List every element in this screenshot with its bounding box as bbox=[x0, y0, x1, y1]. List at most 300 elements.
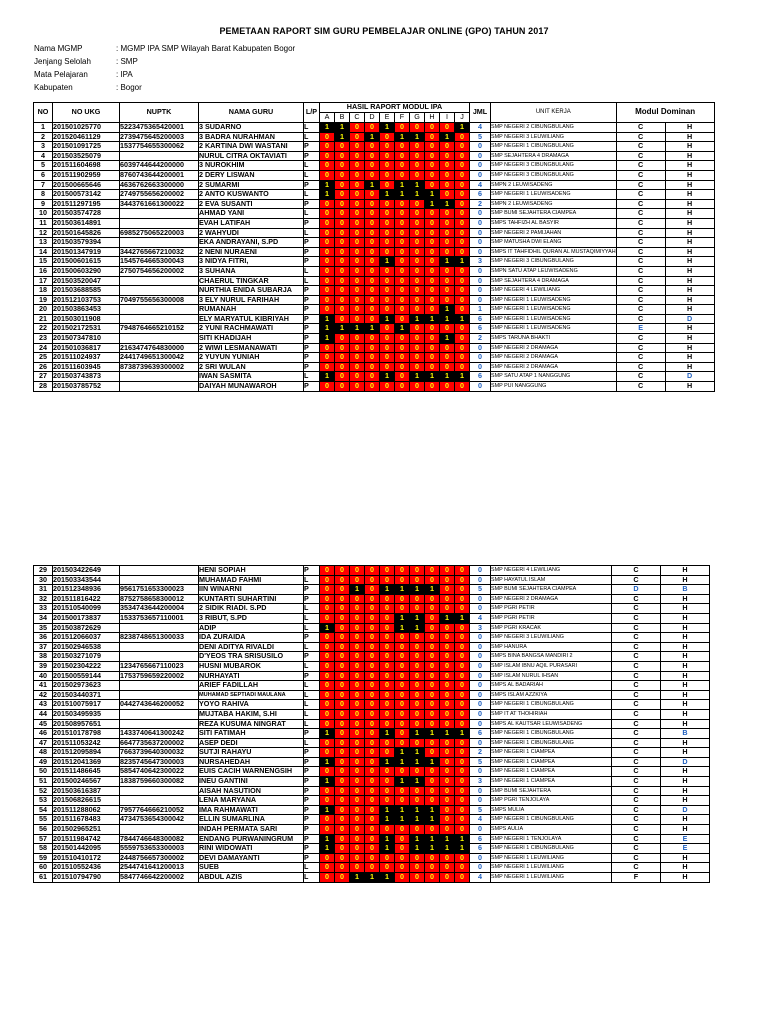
cell-modul-score: 0 bbox=[425, 633, 440, 643]
cell-lp: L bbox=[304, 719, 320, 729]
cell-modul-score: 0 bbox=[410, 343, 425, 353]
cell-modul-dominan-2: H bbox=[665, 305, 714, 315]
cell-nuptk bbox=[120, 575, 199, 585]
cell-modul-score: 0 bbox=[365, 585, 380, 595]
cell-modul-score: 0 bbox=[365, 604, 380, 614]
cell-modul-score: 0 bbox=[350, 786, 365, 796]
cell-modul-score: 0 bbox=[395, 690, 410, 700]
header-modul-letter: D bbox=[365, 113, 380, 123]
cell-modul-score: 0 bbox=[350, 853, 365, 863]
cell-unit-kerja: SMPS AULIA bbox=[491, 825, 612, 835]
cell-modul-score: 1 bbox=[395, 180, 410, 190]
cell-lp: P bbox=[304, 362, 320, 372]
cell-modul-score: 0 bbox=[320, 151, 335, 161]
cell-lp: P bbox=[304, 844, 320, 854]
cell-modul-score: 0 bbox=[350, 142, 365, 152]
cell-modul-score: 0 bbox=[395, 652, 410, 662]
cell-lp: L bbox=[304, 123, 320, 133]
cell-jml: 0 bbox=[470, 343, 491, 353]
cell-modul-dominan-1: C bbox=[612, 748, 661, 758]
cell-modul-score: 1 bbox=[425, 844, 440, 854]
cell-no: 14 bbox=[34, 247, 53, 257]
cell-modul-score: 0 bbox=[320, 690, 335, 700]
cell-modul-score: 0 bbox=[365, 353, 380, 363]
table-row bbox=[34, 815, 710, 825]
cell-no-ukg: 201500246567 bbox=[53, 777, 120, 787]
cell-modul-score: 0 bbox=[440, 566, 455, 576]
cell-unit-kerja: SMP HANURA bbox=[491, 642, 612, 652]
cell-modul-score: 0 bbox=[410, 604, 425, 614]
cell-modul-score: 0 bbox=[410, 123, 425, 133]
cell-modul-dominan-1: F bbox=[612, 873, 661, 883]
cell-no: 31 bbox=[34, 585, 53, 595]
cell-modul-dominan-2: H bbox=[665, 257, 714, 267]
cell-modul-score: 0 bbox=[395, 142, 410, 152]
cell-lp: L bbox=[304, 228, 320, 238]
cell-nuptk: 6985275065220003 bbox=[120, 228, 199, 238]
cell-jml: 0 bbox=[470, 266, 491, 276]
cell-modul-dominan-1: C bbox=[612, 633, 661, 643]
table-row bbox=[34, 873, 710, 883]
cell-nama-guru: YOYO RAHIVA bbox=[199, 700, 304, 710]
cell-modul-score: 1 bbox=[440, 834, 455, 844]
cell-no: 41 bbox=[34, 681, 53, 691]
cell-modul-score: 0 bbox=[425, 671, 440, 681]
cell-nama-guru: HENI SOPIAH bbox=[199, 566, 304, 576]
cell-modul-score: 0 bbox=[365, 151, 380, 161]
cell-nama-guru: MUJTABA HAKIM, S.HI bbox=[199, 709, 304, 719]
meta-value: : MGMP IPA SMP Wilayah Barat Kabupaten Bogor bbox=[116, 44, 296, 53]
cell-nama-guru: DAIYAH MUNAWAROH bbox=[199, 382, 304, 392]
cell-modul-score: 1 bbox=[410, 844, 425, 854]
cell-modul-score: 0 bbox=[365, 642, 380, 652]
table-row bbox=[34, 123, 715, 133]
cell-unit-kerja: SMP NEGERI 1 LEUWISADENG bbox=[491, 295, 617, 305]
cell-modul-score: 0 bbox=[440, 815, 455, 825]
cell-modul-dominan-1: C bbox=[612, 777, 661, 787]
cell-jml: 6 bbox=[470, 844, 491, 854]
cell-modul-score: 0 bbox=[425, 709, 440, 719]
cell-modul-score: 0 bbox=[410, 218, 425, 228]
cell-modul-score: 0 bbox=[320, 633, 335, 643]
cell-modul-score: 1 bbox=[455, 372, 470, 382]
cell-modul-score: 0 bbox=[455, 777, 470, 787]
cell-modul-score: 0 bbox=[425, 873, 440, 883]
cell-modul-score: 0 bbox=[380, 362, 395, 372]
cell-modul-score: 0 bbox=[455, 642, 470, 652]
cell-no: 42 bbox=[34, 690, 53, 700]
cell-nama-guru: INEU GANTINI bbox=[199, 777, 304, 787]
cell-jml: 0 bbox=[470, 719, 491, 729]
cell-jml: 6 bbox=[470, 324, 491, 334]
cell-lp: P bbox=[304, 796, 320, 806]
cell-modul-score: 0 bbox=[440, 604, 455, 614]
cell-modul-score: 0 bbox=[365, 633, 380, 643]
cell-modul-score: 0 bbox=[335, 199, 350, 209]
cell-modul-score: 1 bbox=[320, 324, 335, 334]
cell-nama-guru: CHAERUL TINGKAR bbox=[199, 276, 304, 286]
cell-modul-dominan-1: C bbox=[616, 161, 665, 171]
cell-modul-score: 0 bbox=[395, 161, 410, 171]
cell-no-ukg: 201503520047 bbox=[53, 276, 120, 286]
cell-no: 9 bbox=[34, 199, 53, 209]
cell-lp: L bbox=[304, 613, 320, 623]
table-row bbox=[34, 257, 715, 267]
cell-modul-score: 0 bbox=[455, 190, 470, 200]
cell-modul-score: 0 bbox=[380, 575, 395, 585]
cell-jml: 0 bbox=[470, 863, 491, 873]
cell-no: 1 bbox=[34, 123, 53, 133]
cell-modul-score: 0 bbox=[335, 719, 350, 729]
cell-jml: 0 bbox=[470, 681, 491, 691]
cell-modul-score: 0 bbox=[365, 123, 380, 133]
cell-jml: 0 bbox=[470, 161, 491, 171]
cell-modul-score: 0 bbox=[365, 276, 380, 286]
cell-nuptk: 1234765667110023 bbox=[120, 661, 199, 671]
cell-unit-kerja: SMP ISLAM IBNU AQIL PURASARI bbox=[491, 661, 612, 671]
cell-modul-score: 1 bbox=[380, 729, 395, 739]
cell-lp: L bbox=[304, 132, 320, 142]
cell-no: 5 bbox=[34, 161, 53, 171]
cell-modul-score: 0 bbox=[440, 170, 455, 180]
cell-jml: 4 bbox=[470, 180, 491, 190]
cell-nuptk: 5847746642200002 bbox=[120, 873, 199, 883]
cell-modul-score: 0 bbox=[320, 343, 335, 353]
cell-unit-kerja: SMP PUI NANGGUNG bbox=[491, 382, 617, 392]
cell-modul-score: 0 bbox=[425, 209, 440, 219]
cell-no: 32 bbox=[34, 594, 53, 604]
cell-lp: P bbox=[304, 777, 320, 787]
cell-modul-score: 0 bbox=[350, 709, 365, 719]
cell-modul-score: 0 bbox=[365, 853, 380, 863]
cell-no-ukg: 201520461129 bbox=[53, 132, 120, 142]
cell-modul-dominan-1: C bbox=[612, 671, 661, 681]
cell-unit-kerja: SMPN 2 LEUWISADENG bbox=[491, 199, 617, 209]
cell-lp: P bbox=[304, 324, 320, 334]
cell-jml: 0 bbox=[470, 170, 491, 180]
cell-modul-score: 0 bbox=[440, 353, 455, 363]
cell-modul-score: 0 bbox=[455, 382, 470, 392]
cell-jml: 0 bbox=[470, 142, 491, 152]
cell-modul-score: 0 bbox=[395, 209, 410, 219]
cell-modul-score: 0 bbox=[455, 334, 470, 344]
cell-modul-score: 0 bbox=[350, 170, 365, 180]
cell-nama-guru: EUIS CACIH WARNENGSIH bbox=[199, 767, 304, 777]
cell-modul-score: 0 bbox=[425, 748, 440, 758]
cell-no-ukg: 201510075917 bbox=[53, 700, 120, 710]
cell-nuptk: 8235745647300003 bbox=[120, 757, 199, 767]
table-row bbox=[34, 575, 710, 585]
cell-lp: P bbox=[304, 286, 320, 296]
cell-modul-score: 0 bbox=[455, 863, 470, 873]
cell-no-ukg: 201502973623 bbox=[53, 681, 120, 691]
cell-modul-score: 1 bbox=[425, 815, 440, 825]
cell-modul-score: 1 bbox=[350, 873, 365, 883]
cell-modul-score: 0 bbox=[380, 777, 395, 787]
cell-modul-score: 0 bbox=[395, 681, 410, 691]
cell-modul-score: 0 bbox=[395, 305, 410, 315]
cell-no-ukg: 201512041369 bbox=[53, 757, 120, 767]
cell-modul-dominan-1: C bbox=[616, 132, 665, 142]
cell-modul-dominan-1: C bbox=[616, 170, 665, 180]
cell-unit-kerja: SMPS TAHFIZH AL BASYIR bbox=[491, 218, 617, 228]
cell-modul-score: 0 bbox=[395, 844, 410, 854]
cell-modul-score: 0 bbox=[350, 305, 365, 315]
cell-unit-kerja: SMPS MULIA bbox=[491, 805, 612, 815]
cell-modul-score: 0 bbox=[455, 142, 470, 152]
cell-modul-dominan-1: C bbox=[612, 815, 661, 825]
cell-no: 55 bbox=[34, 815, 53, 825]
cell-no: 40 bbox=[34, 671, 53, 681]
cell-modul-score: 0 bbox=[440, 748, 455, 758]
cell-unit-kerja: SMP NEGERI 4 LEWILIANG bbox=[491, 286, 617, 296]
cell-modul-dominan-2: H bbox=[661, 786, 710, 796]
cell-no-ukg: 201502172531 bbox=[53, 324, 120, 334]
cell-modul-score: 0 bbox=[380, 796, 395, 806]
cell-modul-score: 0 bbox=[425, 825, 440, 835]
cell-modul-score: 0 bbox=[410, 209, 425, 219]
cell-modul-score: 0 bbox=[365, 295, 380, 305]
cell-unit-kerja: SMP NEGERI 1 LEUWISADENG bbox=[491, 190, 617, 200]
cell-nuptk bbox=[120, 652, 199, 662]
cell-modul-dominan-2: D bbox=[661, 805, 710, 815]
raport-table bbox=[33, 102, 715, 392]
cell-lp: P bbox=[304, 142, 320, 152]
cell-modul-dominan-1: C bbox=[612, 796, 661, 806]
cell-nuptk bbox=[120, 681, 199, 691]
cell-modul-score: 0 bbox=[395, 863, 410, 873]
header-modul-dominan: Modul Dominan bbox=[616, 103, 714, 123]
cell-modul-score: 0 bbox=[455, 671, 470, 681]
cell-nama-guru: DENI ADITYA RIVALDI bbox=[199, 642, 304, 652]
cell-modul-score: 0 bbox=[350, 719, 365, 729]
cell-modul-dominan-2: H bbox=[661, 681, 710, 691]
cell-modul-score: 0 bbox=[350, 276, 365, 286]
cell-modul-score: 0 bbox=[365, 362, 380, 372]
table-row bbox=[34, 853, 710, 863]
cell-modul-score: 1 bbox=[380, 757, 395, 767]
cell-unit-kerja: SMP NEGERI 1 TENJOLAYA bbox=[491, 834, 612, 844]
cell-modul-score: 0 bbox=[455, 132, 470, 142]
cell-modul-score: 0 bbox=[320, 353, 335, 363]
cell-modul-score: 0 bbox=[410, 652, 425, 662]
cell-nama-guru: 2 NENI NURAENI bbox=[199, 247, 304, 257]
cell-modul-score: 0 bbox=[395, 575, 410, 585]
cell-modul-score: 0 bbox=[410, 767, 425, 777]
cell-no: 33 bbox=[34, 604, 53, 614]
cell-modul-score: 0 bbox=[335, 834, 350, 844]
cell-modul-score: 0 bbox=[320, 218, 335, 228]
cell-modul-score: 0 bbox=[395, 343, 410, 353]
cell-modul-score: 0 bbox=[350, 190, 365, 200]
cell-modul-score: 0 bbox=[410, 142, 425, 152]
cell-nama-guru: D'YEOS TRA SRISUSILO bbox=[199, 652, 304, 662]
cell-modul-score: 0 bbox=[395, 257, 410, 267]
cell-lp: L bbox=[304, 161, 320, 171]
cell-lp: L bbox=[304, 266, 320, 276]
cell-no-ukg: 201501025770 bbox=[53, 123, 120, 133]
cell-modul-score: 0 bbox=[350, 767, 365, 777]
cell-modul-score: 0 bbox=[365, 334, 380, 344]
cell-modul-score: 0 bbox=[455, 238, 470, 248]
cell-modul-score: 1 bbox=[395, 190, 410, 200]
cell-modul-score: 0 bbox=[425, 642, 440, 652]
cell-modul-score: 0 bbox=[425, 324, 440, 334]
cell-modul-score: 1 bbox=[320, 844, 335, 854]
cell-modul-score: 0 bbox=[380, 324, 395, 334]
cell-modul-score: 0 bbox=[440, 681, 455, 691]
cell-modul-score: 1 bbox=[440, 314, 455, 324]
cell-lp: P bbox=[304, 633, 320, 643]
cell-modul-score: 0 bbox=[395, 353, 410, 363]
cell-nama-guru: 2 KARTINA DWI WASTANI bbox=[199, 142, 304, 152]
cell-modul-score: 0 bbox=[410, 575, 425, 585]
cell-no: 37 bbox=[34, 642, 53, 652]
cell-no-ukg: 201502946538 bbox=[53, 642, 120, 652]
cell-modul-score: 0 bbox=[380, 863, 395, 873]
cell-modul-dominan-1: C bbox=[612, 623, 661, 633]
cell-modul-score: 1 bbox=[410, 805, 425, 815]
cell-no: 4 bbox=[34, 151, 53, 161]
cell-unit-kerja: SMP NEGERI 1 CIBUNGBULANG bbox=[491, 729, 612, 739]
cell-modul-score: 0 bbox=[380, 238, 395, 248]
cell-modul-score: 0 bbox=[335, 286, 350, 296]
cell-modul-score: 0 bbox=[455, 286, 470, 296]
cell-modul-score: 0 bbox=[335, 748, 350, 758]
cell-modul-score: 0 bbox=[395, 786, 410, 796]
cell-nuptk: 8738739639300002 bbox=[120, 362, 199, 372]
cell-modul-dominan-1: C bbox=[616, 286, 665, 296]
cell-modul-score: 0 bbox=[365, 247, 380, 257]
cell-modul-score: 0 bbox=[410, 796, 425, 806]
cell-modul-score: 0 bbox=[455, 709, 470, 719]
cell-modul-score: 0 bbox=[380, 353, 395, 363]
cell-modul-score: 0 bbox=[410, 566, 425, 576]
cell-modul-score: 0 bbox=[350, 180, 365, 190]
table-row bbox=[34, 671, 710, 681]
cell-no: 20 bbox=[34, 305, 53, 315]
cell-modul-score: 0 bbox=[320, 209, 335, 219]
cell-nuptk bbox=[120, 382, 199, 392]
cell-modul-score: 1 bbox=[395, 324, 410, 334]
cell-lp: P bbox=[304, 247, 320, 257]
cell-jml: 0 bbox=[470, 633, 491, 643]
cell-unit-kerja: SMPS BINA BANGSA MANDIRI 2 bbox=[491, 652, 612, 662]
cell-modul-score: 0 bbox=[395, 314, 410, 324]
cell-modul-score: 0 bbox=[320, 286, 335, 296]
cell-modul-score: 0 bbox=[440, 238, 455, 248]
cell-modul-score: 0 bbox=[335, 671, 350, 681]
cell-modul-dominan-2: H bbox=[661, 671, 710, 681]
cell-modul-score: 0 bbox=[440, 805, 455, 815]
cell-nuptk bbox=[120, 709, 199, 719]
cell-no: 39 bbox=[34, 661, 53, 671]
cell-modul-score: 0 bbox=[410, 324, 425, 334]
cell-modul-dominan-1: C bbox=[612, 681, 661, 691]
cell-modul-score: 0 bbox=[335, 729, 350, 739]
cell-modul-score: 1 bbox=[440, 729, 455, 739]
cell-modul-dominan-2: H bbox=[665, 199, 714, 209]
cell-unit-kerja: SMP NEGERI 1 CIBUNGBULANG bbox=[491, 738, 612, 748]
cell-nuptk bbox=[120, 209, 199, 219]
cell-modul-score: 0 bbox=[335, 853, 350, 863]
cell-modul-score: 0 bbox=[350, 218, 365, 228]
cell-lp: L bbox=[304, 372, 320, 382]
cell-no-ukg: 201501091725 bbox=[53, 142, 120, 152]
cell-modul-score: 0 bbox=[395, 218, 410, 228]
cell-modul-score: 0 bbox=[440, 142, 455, 152]
cell-modul-score: 0 bbox=[425, 161, 440, 171]
cell-nama-guru: INDAH PERMATA SARI bbox=[199, 825, 304, 835]
cell-lp: L bbox=[304, 170, 320, 180]
cell-nama-guru: SUTJI RAHAYU bbox=[199, 748, 304, 758]
cell-modul-score: 0 bbox=[350, 825, 365, 835]
cell-modul-score: 0 bbox=[455, 661, 470, 671]
cell-modul-score: 0 bbox=[425, 343, 440, 353]
cell-modul-score: 0 bbox=[320, 594, 335, 604]
cell-no-ukg: 201510410172 bbox=[53, 853, 120, 863]
table-row bbox=[34, 690, 710, 700]
table-row bbox=[34, 286, 715, 296]
cell-nuptk bbox=[120, 642, 199, 652]
cell-modul-score: 1 bbox=[380, 834, 395, 844]
cell-modul-score: 0 bbox=[365, 190, 380, 200]
cell-modul-score: 0 bbox=[455, 873, 470, 883]
cell-jml: 0 bbox=[470, 228, 491, 238]
cell-modul-score: 0 bbox=[455, 575, 470, 585]
cell-modul-score: 0 bbox=[365, 372, 380, 382]
cell-modul-score: 0 bbox=[365, 767, 380, 777]
cell-modul-dominan-2: H bbox=[665, 228, 714, 238]
cell-modul-score: 0 bbox=[395, 228, 410, 238]
cell-modul-dominan-1: C bbox=[616, 305, 665, 315]
cell-modul-dominan-1: C bbox=[616, 199, 665, 209]
cell-modul-score: 0 bbox=[335, 700, 350, 710]
cell-modul-score: 0 bbox=[440, 276, 455, 286]
cell-modul-score: 0 bbox=[380, 566, 395, 576]
cell-modul-score: 0 bbox=[455, 353, 470, 363]
cell-modul-score: 1 bbox=[380, 585, 395, 595]
cell-modul-score: 0 bbox=[410, 305, 425, 315]
cell-nuptk: 2750754656200002 bbox=[120, 266, 199, 276]
cell-modul-score: 0 bbox=[410, 382, 425, 392]
cell-modul-dominan-1: C bbox=[616, 334, 665, 344]
cell-unit-kerja: SMP PGRI TENJOLAYA bbox=[491, 796, 612, 806]
cell-modul-dominan-1: C bbox=[616, 362, 665, 372]
cell-modul-score: 1 bbox=[380, 844, 395, 854]
cell-modul-dominan-1: C bbox=[612, 700, 661, 710]
cell-nama-guru: IWAN SASMITA bbox=[199, 372, 304, 382]
cell-modul-score: 0 bbox=[380, 671, 395, 681]
cell-modul-dominan-1: C bbox=[612, 613, 661, 623]
cell-nuptk: 1838759660300082 bbox=[120, 777, 199, 787]
cell-modul-score: 1 bbox=[320, 123, 335, 133]
cell-jml: 0 bbox=[470, 353, 491, 363]
cell-no: 3 bbox=[34, 142, 53, 152]
cell-modul-score: 0 bbox=[380, 709, 395, 719]
table-row bbox=[34, 594, 710, 604]
cell-no-ukg: 201511678483 bbox=[53, 815, 120, 825]
header-nama-guru: NAMA GURU bbox=[199, 103, 304, 123]
cell-lp: P bbox=[304, 757, 320, 767]
cell-modul-score: 0 bbox=[440, 652, 455, 662]
cell-modul-score: 0 bbox=[455, 566, 470, 576]
cell-jml: 0 bbox=[470, 566, 491, 576]
cell-modul-score: 0 bbox=[395, 671, 410, 681]
cell-modul-dominan-2: H bbox=[661, 853, 710, 863]
cell-modul-dominan-1: C bbox=[616, 372, 665, 382]
cell-modul-dominan-1: C bbox=[612, 844, 661, 854]
